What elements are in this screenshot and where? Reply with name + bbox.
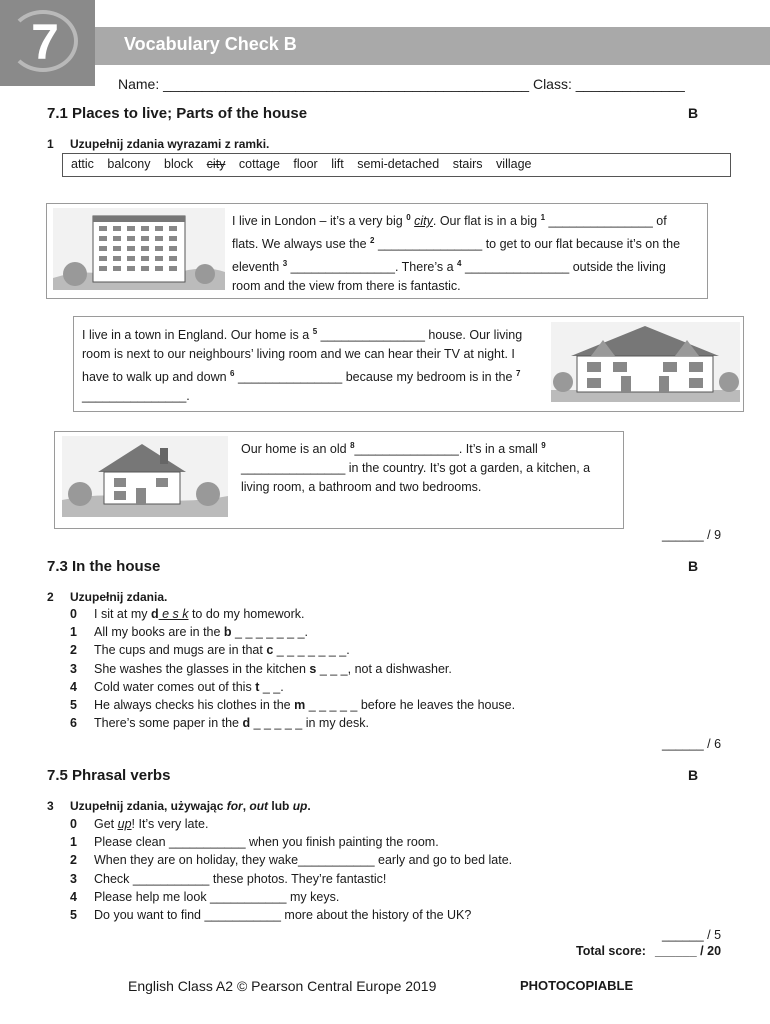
exercise-item: 5 Do you want to find ___________ more about the history of the UK?: [70, 908, 472, 923]
score-section-2: ______ / 6: [662, 737, 722, 751]
word-item: stairs: [452, 157, 483, 171]
word-item: semi-detached: [357, 157, 440, 171]
exercise-item: 0 Get up! It’s very late.: [70, 817, 209, 831]
word-item: block: [164, 157, 194, 171]
word-item-struck: city: [206, 157, 226, 171]
exercise-item: 5 He always checks his clothes in the m _ _ _ _ _ before he leaves the house.: [70, 698, 516, 713]
total-score-value: ______ / 20: [655, 944, 722, 958]
word-item: balcony: [107, 157, 151, 171]
section-title-7-3: 7.3 In the house: [47, 558, 161, 575]
exercise-item: 4 Please help me look ___________ my keys.: [70, 889, 340, 904]
word-item: cottage: [238, 157, 280, 171]
word-item: lift: [331, 157, 344, 171]
exercise-number-1: 1: [47, 137, 54, 151]
exercise-instruction-1: Uzupełnij zdania wyrazami z ramki.: [70, 137, 270, 151]
paragraph-1: I live in London – it’s a very big $^0$ city. Our flat is in a big $^1$ _______________ of flats. We always use the $^2$ _______________ to get to our flat because it’s on the eleventh $^3$ _______________. There’s a $^4$ _______________ outside the living room and the view from there is fantastic.: [232, 213, 681, 294]
exercise-instruction-3: Uzupełnij zdania, używając for, out lub up.: [70, 799, 311, 813]
name-class-line: Name: _______________________________________________ Class: ______________: [118, 76, 685, 92]
exercise-3-items: [70, 815, 512, 924]
section-title-7-5: 7.5 Phrasal verbs: [47, 767, 171, 784]
exercise-item: 1 Please clean ___________ when you finish painting the room.: [70, 835, 439, 850]
section-title-7-1: 7.1 Places to live; Parts of the house: [47, 105, 308, 122]
page-title: Vocabulary Check B: [124, 34, 297, 54]
exercise-item: 2 The cups and mugs are in that c _ _ _ _ _ _ _.: [70, 643, 350, 658]
block-of-flats-image: [53, 208, 225, 290]
semi-detached-house-image: [551, 322, 740, 402]
exercise-item: 3 Check ___________ these photos. They’re fantastic!: [70, 871, 387, 886]
word-item: village: [496, 157, 532, 171]
exercise-number-2: 2: [47, 590, 54, 604]
word-item: attic: [71, 157, 94, 171]
exercise-item: 4 Cold water comes out of this t _ _.: [70, 679, 284, 694]
exercise-item: 1 All my books are in the b _ _ _ _ _ _ _.: [70, 625, 309, 640]
cottage-image: [62, 436, 228, 517]
exercise-2-items: [70, 605, 515, 732]
score-section-1: ______ / 9: [662, 528, 722, 542]
section-level-7-3: B: [688, 558, 699, 574]
exercise-item: 0 I sit at my d e s k to do my homework.: [70, 607, 305, 621]
footer-photocopiable: PHOTOCOPIABLE: [520, 978, 634, 993]
footer-copyright: English Class A2 © Pearson Central Europe 2019: [128, 978, 437, 994]
exercise-instruction-2: Uzupełnij zdania.: [70, 590, 168, 604]
exercise-item: 3 She washes the glasses in the kitchen s _ _ _, not a dishwasher.: [70, 661, 452, 676]
word-item: floor: [293, 157, 318, 171]
section-level-7-1: B: [688, 105, 699, 121]
word-box: [62, 153, 731, 177]
exercise-item: 2 When they are on holiday, they wake___________ early and go to bed late.: [70, 853, 513, 868]
unit-number: 7: [31, 14, 59, 70]
exercise-number-3: 3: [47, 799, 54, 813]
paragraph-3: Our home is an old $^8$_______________. It’s in a small $^9$ _______________ in the country. It’s got a garden, a kitchen, a living room, a bathroom and two bedrooms.: [241, 441, 591, 495]
section-level-7-5: B: [688, 767, 699, 783]
total-score-label: Total score:: [576, 944, 646, 958]
score-section-3: ______ / 5: [662, 928, 722, 942]
exercise-item: 6 There’s some paper in the d _ _ _ _ _ in my desk.: [70, 716, 369, 731]
paragraph-2: I live in a town in England. Our home is a $^5$ _______________ house. Our living room is next to our neighbours’ living room and we can hear their TV at night. I have to walk up and down $^6$ _______________ because my bedroom is in the $^7$ _______________.: [82, 327, 523, 404]
example-answer: city: [414, 214, 433, 229]
